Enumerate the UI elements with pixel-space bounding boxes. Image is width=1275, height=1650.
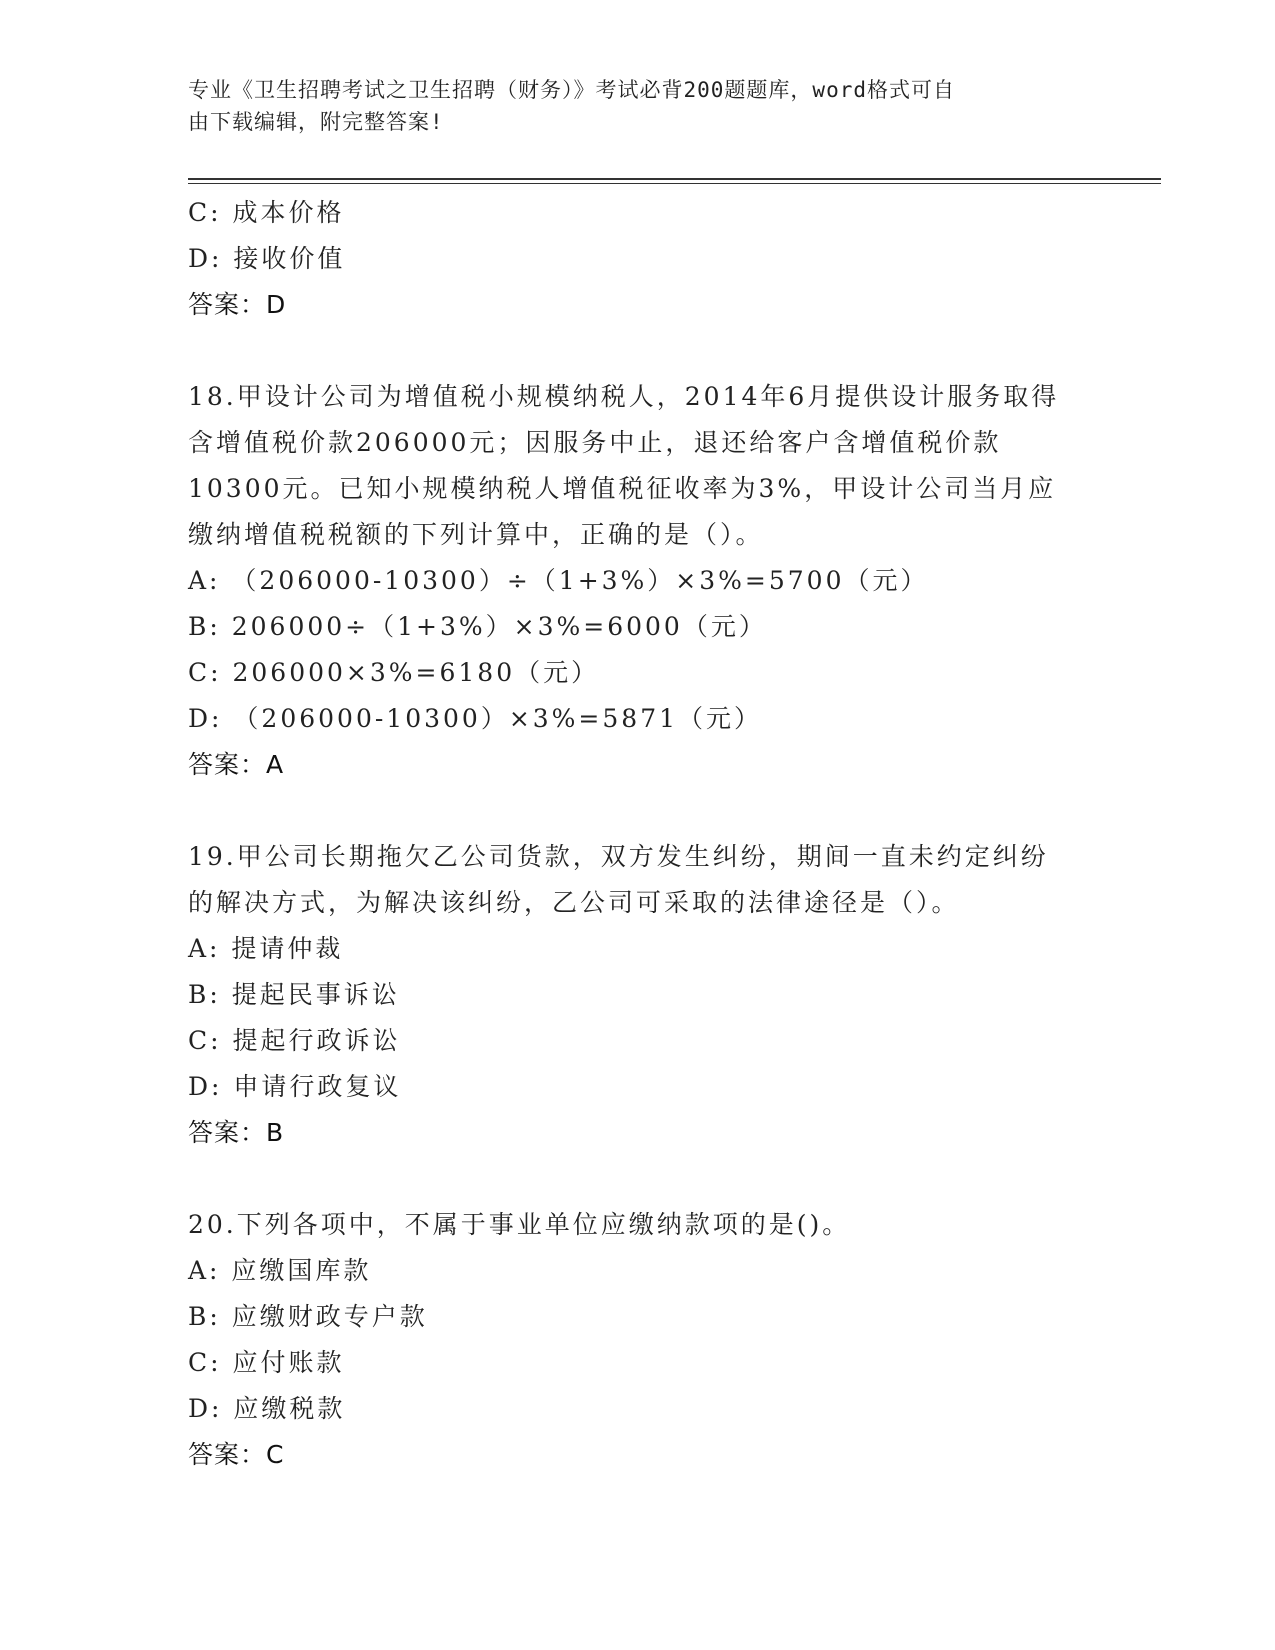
q17-answer: 答案：D bbox=[188, 290, 287, 319]
question-spacer bbox=[188, 1156, 1108, 1202]
q18-answer: 答案：A bbox=[188, 750, 285, 779]
q19-stem-line-2: 的解决方式，为解决该纠纷，乙公司可采取的法律途径是（）。 bbox=[188, 888, 960, 917]
q20-option-d: D: 应缴税款 bbox=[188, 1394, 346, 1423]
header-title-line-2: 由下载编辑，附完整答案! bbox=[188, 110, 444, 134]
question-spacer bbox=[188, 328, 1108, 374]
q19-stem-line-1: 19.甲公司长期拖欠乙公司货款，双方发生纠纷，期间一直未约定纠纷 bbox=[188, 842, 1049, 871]
document-header bbox=[188, 74, 1068, 138]
q18-option-d: D: （206000-10300）×3%=5871（元） bbox=[188, 704, 763, 733]
header-title-line-1: 专业《卫生招聘考试之卫生招聘（财务）》考试必背200题题库，word格式可自 bbox=[188, 78, 955, 102]
q18-stem-line-4: 缴纳增值税税额的下列计算中，正确的是（）。 bbox=[188, 520, 764, 549]
q19-option-b: B: 提起民事诉讼 bbox=[188, 980, 400, 1009]
q17-option-c: C: 成本价格 bbox=[188, 198, 345, 227]
question-20 bbox=[188, 1202, 1108, 1478]
q18-option-b: B: 206000÷（1+3%）×3%=6000（元） bbox=[188, 612, 767, 641]
q19-option-d: D: 申请行政复议 bbox=[188, 1072, 402, 1101]
q20-stem-line-1: 20.下列各项中，不属于事业单位应缴纳款项的是()。 bbox=[188, 1210, 851, 1239]
q18-option-c: C: 206000×3%=6180（元） bbox=[188, 658, 600, 687]
q19-option-c: C: 提起行政诉讼 bbox=[188, 1026, 401, 1055]
question-18 bbox=[188, 374, 1108, 788]
q20-option-c: C: 应付账款 bbox=[188, 1348, 345, 1377]
q18-stem-line-2: 含增值税价款206000元；因服务中止，退还给客户含增值税价款 bbox=[188, 428, 1002, 457]
q19-answer: 答案：B bbox=[188, 1118, 285, 1147]
q20-answer: 答案：C bbox=[188, 1440, 285, 1469]
q18-stem-line-1: 18.甲设计公司为增值税小规模纳税人，2014年6月提供设计服务取得 bbox=[188, 382, 1060, 411]
question-spacer bbox=[188, 788, 1108, 834]
q20-option-b: B: 应缴财政专户款 bbox=[188, 1302, 428, 1331]
question-17 bbox=[188, 190, 1108, 328]
q18-stem-line-3: 10300元。已知小规模纳税人增值税征收率为3%，甲设计公司当月应 bbox=[188, 474, 1057, 503]
q17-option-d: D: 接收价值 bbox=[188, 244, 346, 273]
header-divider-thick bbox=[188, 178, 1161, 180]
q18-option-a: A: （206000-10300）÷（1+3%）×3%=5700（元） bbox=[188, 566, 929, 595]
header-divider-thin bbox=[188, 183, 1161, 184]
q19-option-a: A: 提请仲裁 bbox=[188, 934, 344, 963]
q20-option-a: A: 应缴国库款 bbox=[188, 1256, 372, 1285]
question-list bbox=[188, 190, 1108, 1478]
question-19 bbox=[188, 834, 1108, 1156]
